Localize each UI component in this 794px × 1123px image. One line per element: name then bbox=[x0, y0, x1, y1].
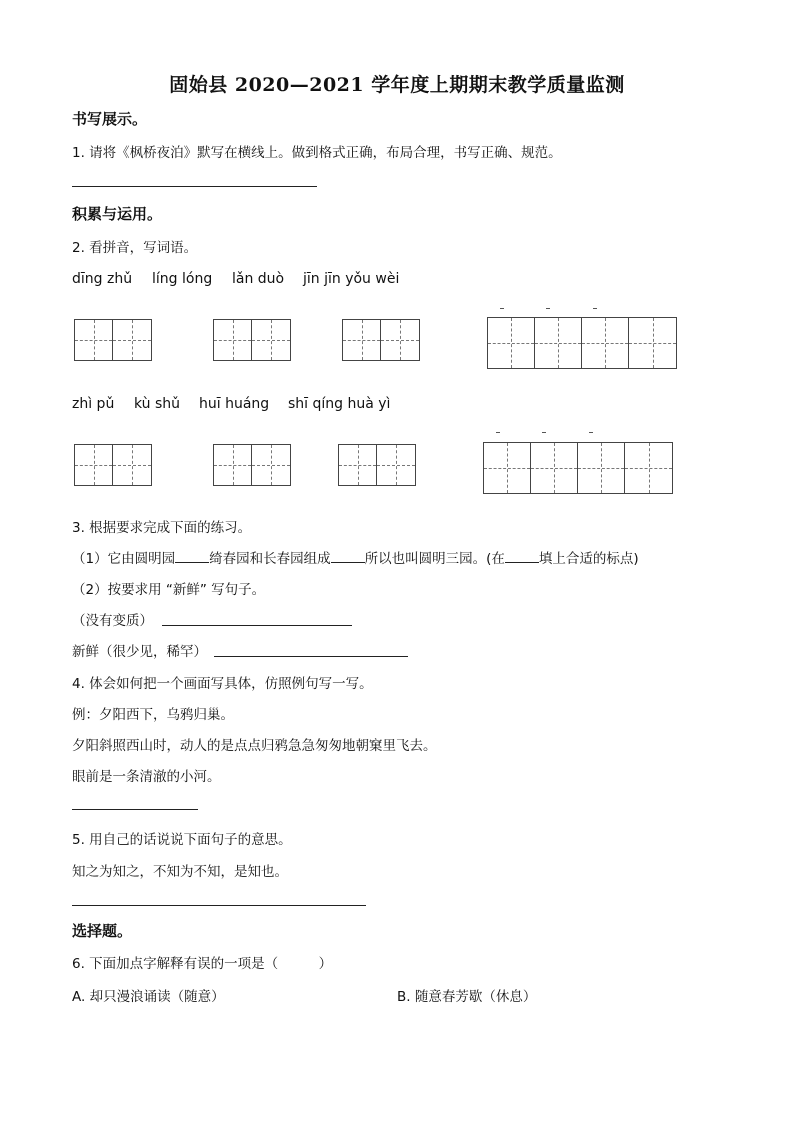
pinyin-8: shī qíng huà yì bbox=[288, 396, 391, 412]
writing-grid-8[interactable] bbox=[483, 442, 673, 494]
q3-sub2-answer-line[interactable] bbox=[214, 656, 408, 657]
question-2-prompt: 2. 看拼音，写词语。 bbox=[72, 240, 198, 256]
q3-sub1-answer-line[interactable] bbox=[162, 625, 352, 626]
question-4-prompt: 4. 体会如何把一个画面写具体，仿照例句写一写。 bbox=[72, 676, 373, 692]
punctuation-blank-1[interactable] bbox=[175, 549, 209, 564]
section-writing: 书写展示。 bbox=[72, 110, 148, 128]
pinyin-6: kù shǔ bbox=[134, 396, 181, 412]
option-b[interactable]: B. 随意春芳歇（休息） bbox=[397, 989, 537, 1005]
pinyin-1: dīng zhǔ bbox=[72, 271, 133, 287]
question-3-sub-2: 新鲜（很少见，稀罕） bbox=[72, 644, 207, 660]
pinyin-5: zhì pǔ bbox=[72, 396, 115, 412]
question-4-task: 眼前是一条清澈的小河。 bbox=[72, 769, 221, 785]
writing-grid-6[interactable] bbox=[213, 444, 291, 486]
question-5-prompt: 5. 用自己的话说说下面句子的意思。 bbox=[72, 832, 292, 848]
section-accumulation: 积累与运用。 bbox=[72, 205, 163, 223]
writing-grid-3[interactable] bbox=[342, 319, 420, 361]
pinyin-7: huī huáng bbox=[199, 396, 270, 412]
pinyin-2: líng lóng bbox=[152, 271, 213, 287]
question-3-prompt: 3. 根据要求完成下面的练习。 bbox=[72, 520, 252, 536]
pinyin-4: jīn jīn yǒu wèi bbox=[303, 271, 400, 287]
question-5-sentence: 知之为知之，不知为不知，是知也。 bbox=[72, 864, 288, 880]
q4-answer-line[interactable] bbox=[72, 809, 198, 810]
question-4-example: 例：夕阳西下，乌鸦归巢。 bbox=[72, 707, 234, 723]
question-3-part-1: （1）它由圆明园 绮春园和长春园组成 所以也叫圆明三园。(在 填上合适的标点) bbox=[72, 547, 639, 567]
option-a[interactable]: A. 却只漫浪诵读（随意） bbox=[72, 989, 225, 1005]
writing-grid-5[interactable] bbox=[74, 444, 152, 486]
pinyin-3: lǎn duò bbox=[232, 271, 285, 287]
question-1: 1. 请将《枫桥夜泊》默写在横线上。做到格式正确，布局合理，书写正确、规范。 bbox=[72, 145, 562, 161]
q1-answer-line[interactable] bbox=[72, 186, 317, 187]
writing-grid-1[interactable] bbox=[74, 319, 152, 361]
question-3-sub-1: （没有变质） bbox=[72, 613, 153, 629]
writing-grid-4[interactable] bbox=[487, 317, 677, 369]
page-title: 固始县 2020—2021 学年度上期期末教学质量监测 bbox=[169, 74, 625, 96]
section-choice: 选择题。 bbox=[72, 922, 133, 940]
writing-grid-2[interactable] bbox=[213, 319, 291, 361]
q5-answer-line[interactable] bbox=[72, 905, 366, 906]
question-6-prompt: 6. 下面加点字解释有误的一项是（ ） bbox=[72, 956, 333, 972]
punctuation-blank-2[interactable] bbox=[331, 549, 365, 564]
question-4-expanded: 夕阳斜照西山时，动人的是点点归鸦急急匆匆地朝窠里飞去。 bbox=[72, 738, 437, 754]
punctuation-blank-3[interactable] bbox=[505, 549, 539, 564]
question-3-part-2: （2）按要求用 “新鲜” 写句子。 bbox=[72, 582, 266, 598]
writing-grid-7[interactable] bbox=[338, 444, 416, 486]
